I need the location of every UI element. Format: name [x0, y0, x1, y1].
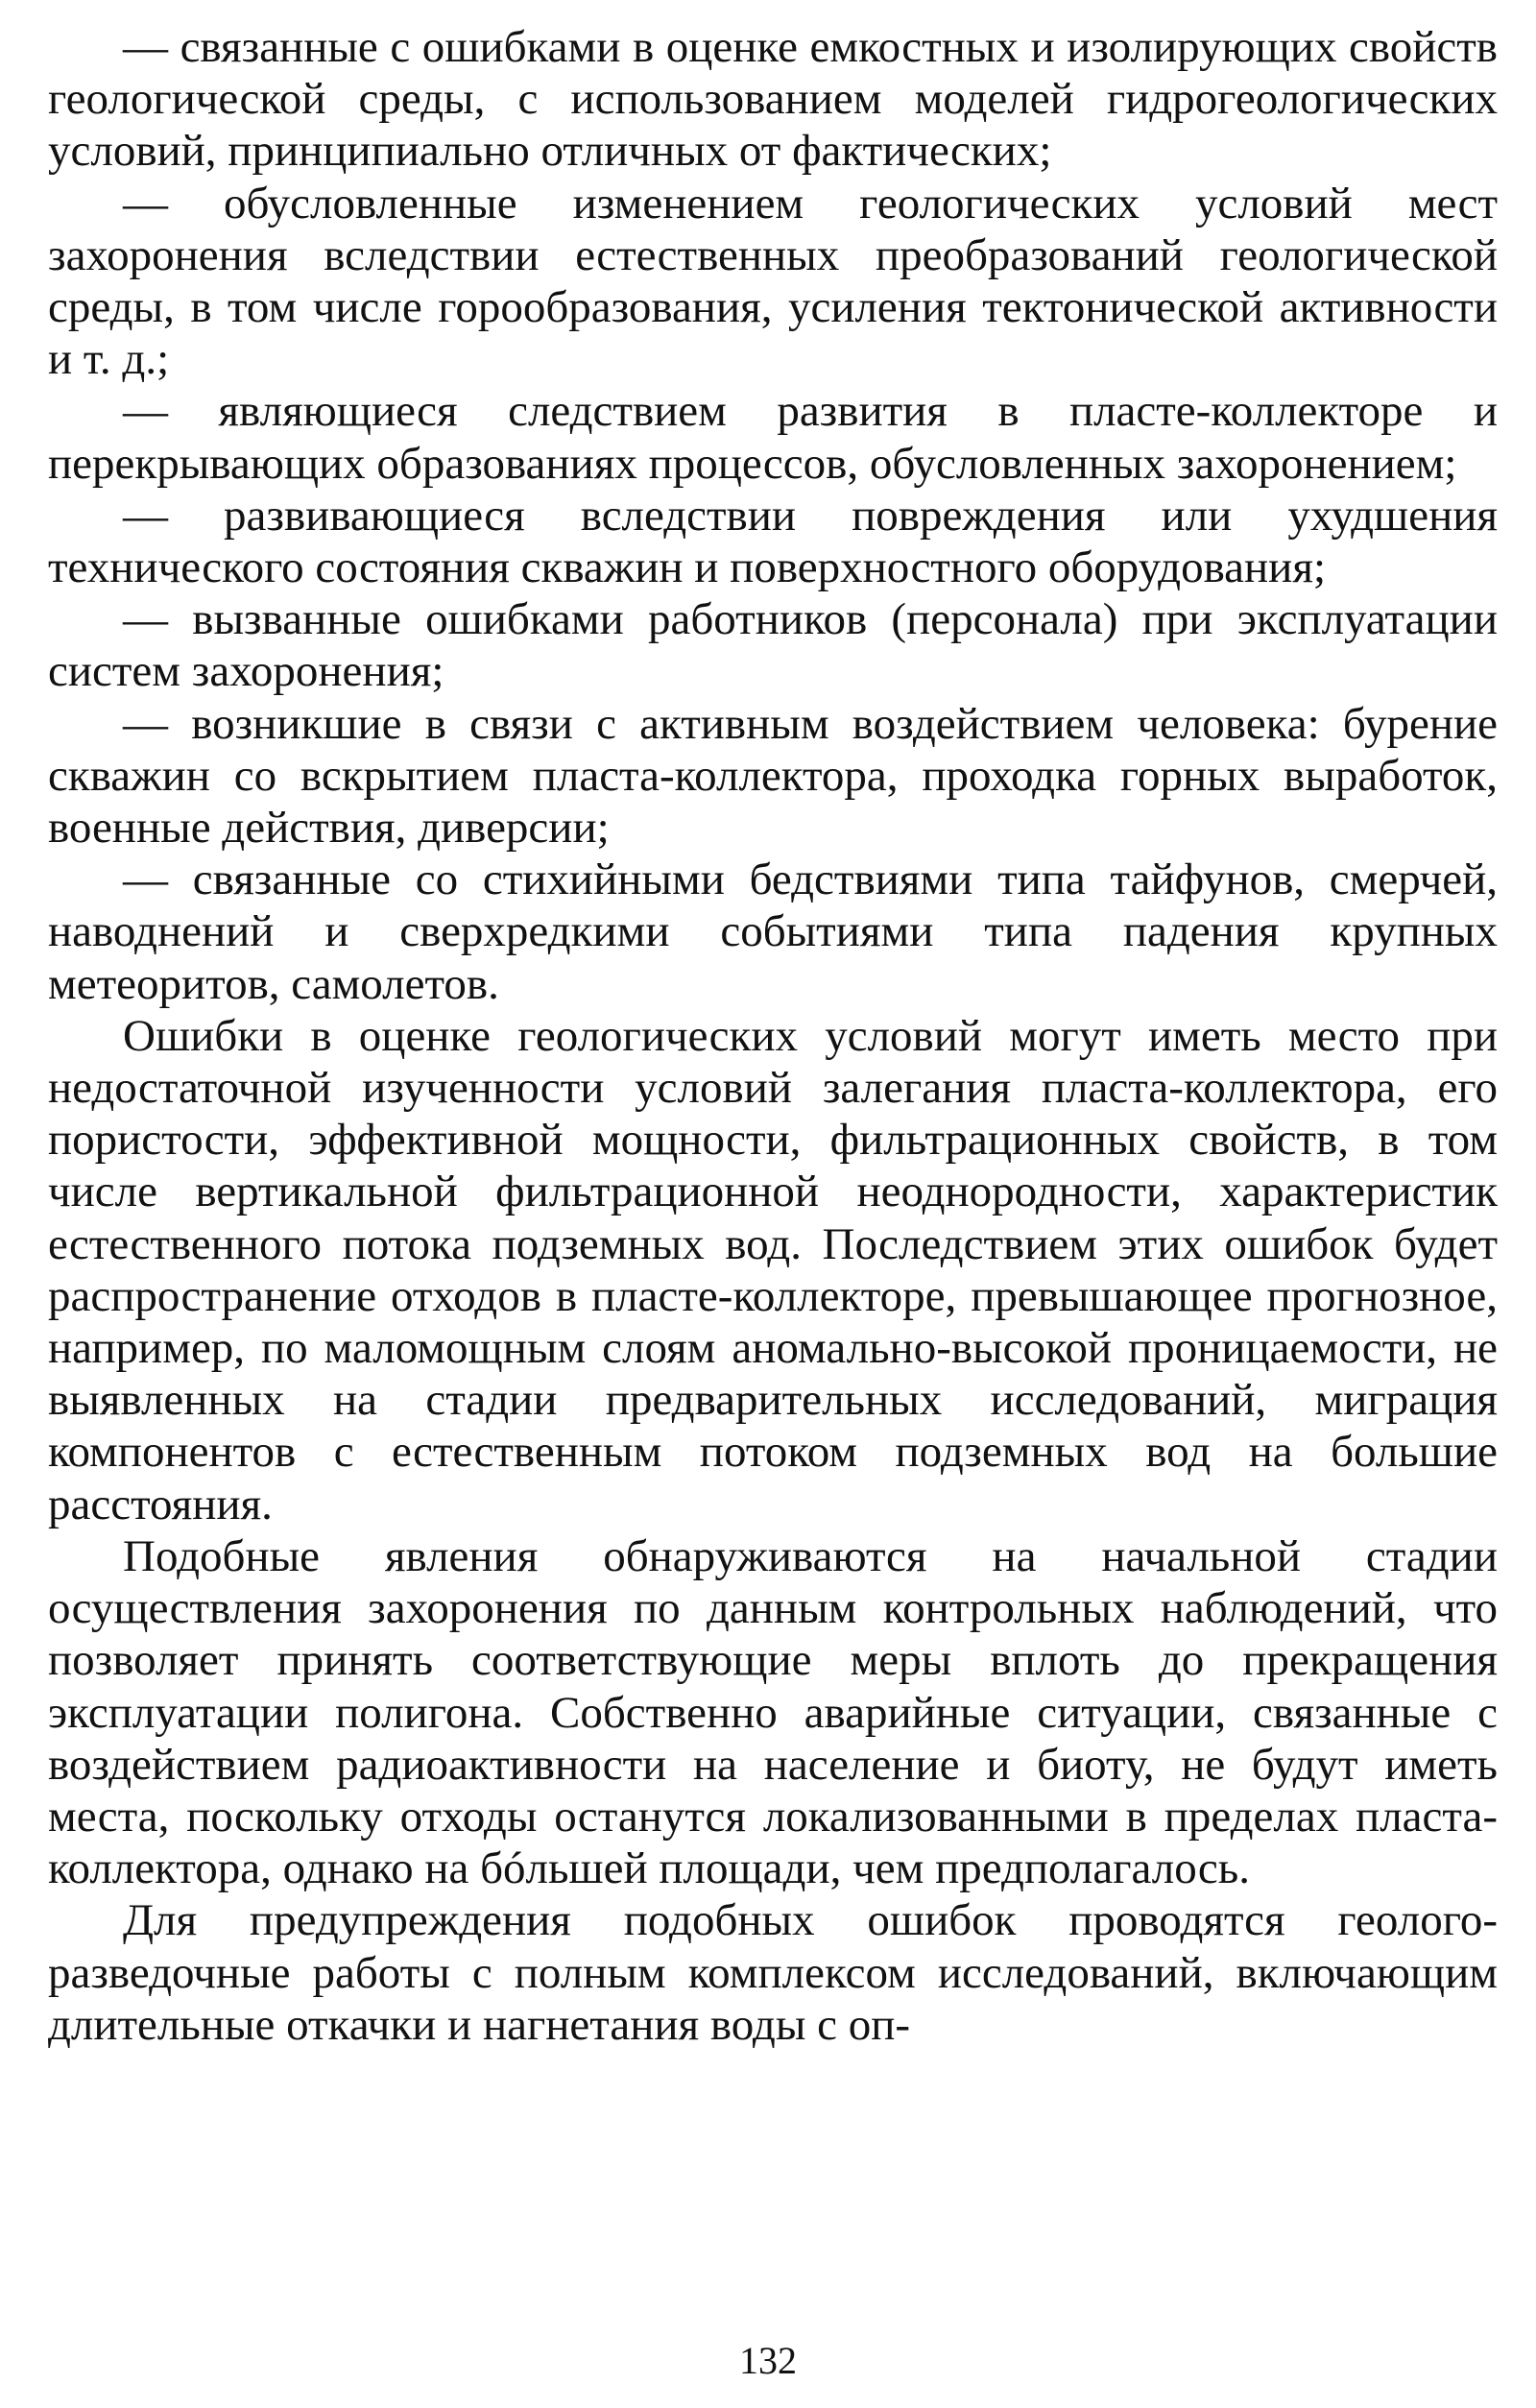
page-number: 132 — [739, 2339, 797, 2382]
list-item-human-impact: — возникшие в связи с активным воздействием человека: бурение скважин со вскрытием пласта-коллектора, проходка горных выработок, военные действия, диверсии; — [48, 698, 1498, 854]
list-item-natural-disasters: — связанные со стихийными бедствиями типа тайфунов, смерчей, наводнений и сверхредкими событиями типа падения крупных метеоритов, самолетов. — [48, 855, 1498, 1009]
paragraph-prevention: Для предупреждения подобных ошибок проводятся геолого-разведочные работы с полным комплексом исследований, включающим длительные откачки и нагнетания воды с оп- — [48, 1895, 1498, 2050]
list-item-geologic-changes: — обусловленные изменением геологических условий мест захоронения вследствии естественных преобразований геологической среды, в том числе горообразования, усиления тектонической активности и т. д.; — [48, 178, 1498, 385]
paragraph-assessment-errors: Ошибки в оценке геологических условий могут иметь место при недостаточной изученности условий залегания пласта-коллектора, его пористости, эффективной мощности, фильтрационных свойств, в том числе вертикальной фильтрационной неоднородности, характеристик естественного потока подземных вод. Последствием этих ошибок будет распространение отходов в пласте-коллекторе, превышающее прогнозное, например, по маломощным слоям аномально-высокой проницаемости, не выявленных на стадии предварительных исследований, миграция компонентов с естественным потоком подземных вод на большие расстояния. — [48, 1010, 1498, 1529]
paragraph-detection: Подобные явления обнаруживаются на начальной стадии осуществления захоронения по данным контрольных наблюдений, что позволяет принять соответствующие меры вплоть до прекращения эксплуатации полигона. Собственно аварийные ситуации, связанные с воздействием радиоактивности на население и биоту, не будут иметь места, поскольку отходы останутся локализованными в пределах пласта-коллектора, однако на бóльшей площади, чем предполагалось. — [48, 1530, 1498, 1894]
list-item-reservoir-processes: — являющиеся следствием развития в пласте-коллекторе и перекрывающих образованиях процессов, обусловленных захоронением; — [48, 386, 1498, 489]
list-item-well-damage: — развивающиеся вследствии повреждения или ухудшения технического состояния скважин и поверхностного оборудования; — [48, 490, 1498, 593]
list-item-capacity-errors: — связанные с ошибками в оценке емкостных и изолирующих свойств геологической среды, с использованием моделей гидрогеологических условий, принципиально отличных от фактических; — [48, 22, 1498, 177]
list-item-personnel-errors: — вызванные ошибками работников (персонала) при эксплуатации систем захоронения; — [48, 594, 1498, 697]
page-body — [48, 21, 1498, 2051]
